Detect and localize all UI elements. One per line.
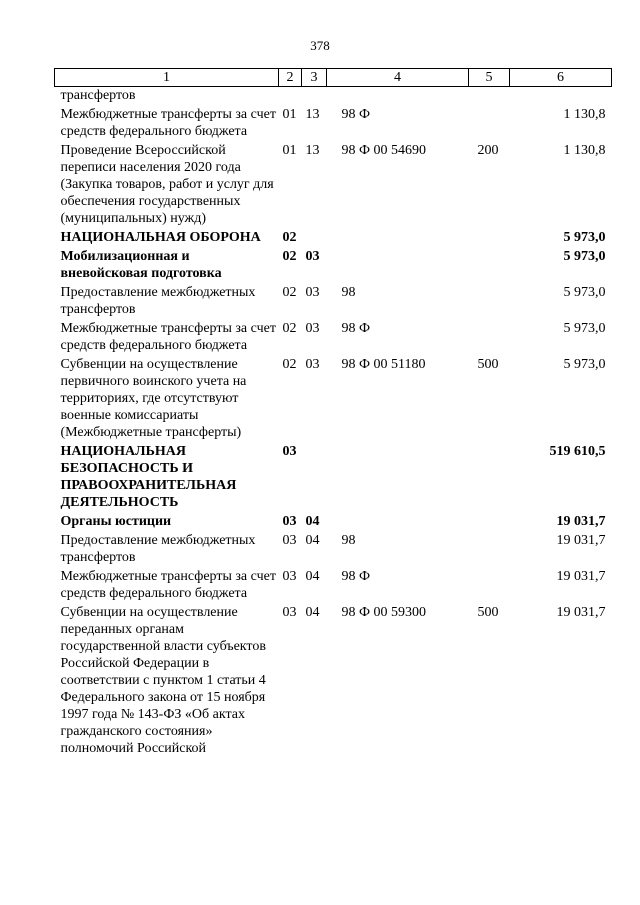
- row-amount-cell: 5 973,0: [563, 285, 606, 300]
- row-subsection-cell: 13: [305, 143, 320, 158]
- row-target-article-cell: 98: [341, 285, 356, 300]
- row-target-article-cell: [327, 246, 469, 282]
- row-expense-type-cell: 200: [477, 143, 499, 158]
- row-expense-type-cell: [469, 318, 510, 354]
- table-row: [55, 318, 612, 354]
- row-name-cell: Межбюджетные трансферты за счет средств федерального бюджета: [60, 321, 276, 353]
- row-subsection-cell: 04: [305, 605, 320, 620]
- row-section-cell: 01: [282, 143, 297, 158]
- row-target-article-cell: 98 Ф 00 54690: [341, 143, 427, 158]
- row-target-article-cell: [327, 511, 469, 530]
- row-section-cell: 03: [282, 605, 297, 620]
- row-amount-cell: 19 031,7: [556, 533, 606, 548]
- table-row: [55, 227, 612, 246]
- row-section-cell: 03: [282, 444, 297, 459]
- row-amount-cell: 1 130,8: [563, 107, 606, 122]
- row-name-cell: Проведение Всероссийской переписи населения 2020 года (Закупка товаров, работ и услуг для обеспечения государственных (муниципальных) нужд): [60, 143, 274, 226]
- table-row: [55, 282, 612, 318]
- row-expense-type-cell: 500: [477, 605, 499, 620]
- row-expense-type-cell: [469, 104, 510, 140]
- row-section-cell: 03: [282, 514, 297, 529]
- header-col-3: 3: [302, 69, 327, 87]
- row-expense-type-cell: [469, 566, 510, 602]
- row-section-cell: 03: [282, 569, 297, 584]
- row-section-cell: 02: [282, 285, 297, 300]
- row-expense-type-cell: 500: [477, 357, 499, 372]
- table-row: [55, 104, 612, 140]
- row-subsection-cell: [302, 227, 327, 246]
- table-row: [55, 441, 612, 511]
- table-body: [55, 87, 612, 758]
- row-subsection-cell: [302, 87, 327, 105]
- row-amount-cell: 19 031,7: [556, 514, 606, 529]
- row-target-article-cell: 98 Ф: [341, 569, 371, 584]
- row-section-cell: 03: [282, 533, 297, 548]
- row-subsection-cell: 04: [305, 514, 320, 529]
- row-name-cell: Межбюджетные трансферты за счет средств федерального бюджета: [60, 107, 276, 139]
- row-name-cell: НАЦИОНАЛЬНАЯ ОБОРОНА: [60, 230, 261, 245]
- row-expense-type-cell: [469, 441, 510, 511]
- table-row: [55, 602, 612, 757]
- table-row: [55, 566, 612, 602]
- table-header-row: [55, 69, 612, 87]
- row-subsection-cell: 13: [305, 107, 320, 122]
- row-amount-cell: 5 973,0: [563, 321, 606, 336]
- row-section-cell: 01: [282, 107, 297, 122]
- row-target-article-cell: 98 Ф: [341, 107, 371, 122]
- row-section-cell: 02: [282, 249, 297, 264]
- row-subsection-cell: 03: [305, 249, 320, 264]
- budget-table: [54, 68, 612, 757]
- row-target-article-cell: 98 Ф 00 59300: [341, 605, 427, 620]
- table-row: [55, 511, 612, 530]
- row-target-article-cell: [327, 441, 469, 511]
- header-col-1: 1: [55, 69, 279, 87]
- row-target-article-cell: [327, 87, 469, 105]
- row-amount-cell: 19 031,7: [556, 569, 606, 584]
- header-col-5: 5: [469, 69, 510, 87]
- row-section-cell: [279, 87, 302, 105]
- table-row: [55, 246, 612, 282]
- row-name-cell: Предоставление межбюджетных трансфертов: [60, 533, 256, 565]
- row-name-cell: Мобилизационная и вневойсковая подготовка: [60, 249, 222, 281]
- row-subsection-cell: [302, 441, 327, 511]
- table-row: [55, 354, 612, 441]
- row-amount-cell: 19 031,7: [556, 605, 606, 620]
- row-amount-cell: 5 973,0: [563, 357, 606, 372]
- row-amount-cell: [510, 87, 612, 105]
- header-col-4: 4: [327, 69, 469, 87]
- row-name-cell: Субвенции на осуществление переданных органам государственной власти субъектов Российской Федерации в соответствии с пунктом 1 статьи 4 Федерального закона от 15 ноября 1997 года № 143-ФЗ «Об актах гражданского состояния» полномочий Российской: [60, 605, 266, 756]
- row-subsection-cell: 04: [305, 533, 320, 548]
- row-target-article-cell: 98: [341, 533, 356, 548]
- header-col-2: 2: [279, 69, 302, 87]
- row-name-cell: трансфертов: [60, 88, 136, 103]
- row-name-cell: Органы юстиции: [60, 514, 172, 529]
- row-subsection-cell: 04: [305, 569, 320, 584]
- row-expense-type-cell: [469, 246, 510, 282]
- row-expense-type-cell: [469, 227, 510, 246]
- row-amount-cell: 5 973,0: [563, 230, 606, 245]
- row-name-cell: Межбюджетные трансферты за счет средств федерального бюджета: [60, 569, 276, 601]
- row-section-cell: 02: [282, 321, 297, 336]
- row-subsection-cell: 03: [305, 285, 320, 300]
- row-amount-cell: 519 610,5: [549, 444, 606, 459]
- row-expense-type-cell: [469, 87, 510, 105]
- row-amount-cell: 1 130,8: [563, 143, 606, 158]
- page-number: 378: [310, 38, 330, 53]
- row-name-cell: НАЦИОНАЛЬНАЯ БЕЗОПАСНОСТЬ И ПРАВООХРАНИТЕЛЬНАЯ ДЕЯТЕЛЬНОСТЬ: [60, 444, 237, 510]
- row-target-article-cell: 98 Ф: [341, 321, 371, 336]
- row-name-cell: Субвенции на осуществление первичного воинского учета на территориях, где отсутствуют военные комиссариаты (Межбюджетные трансферты): [60, 357, 247, 440]
- row-subsection-cell: 03: [305, 357, 320, 372]
- row-name-cell: Предоставление межбюджетных трансфертов: [60, 285, 256, 317]
- table-row: [55, 87, 612, 105]
- table-row: [55, 140, 612, 227]
- row-expense-type-cell: [469, 511, 510, 530]
- row-target-article-cell: 98 Ф 00 51180: [341, 357, 426, 372]
- row-expense-type-cell: [469, 530, 510, 566]
- table-row: [55, 530, 612, 566]
- row-section-cell: 02: [282, 230, 297, 245]
- row-expense-type-cell: [469, 282, 510, 318]
- row-target-article-cell: [327, 227, 469, 246]
- row-subsection-cell: 03: [305, 321, 320, 336]
- header-col-6: 6: [510, 69, 612, 87]
- row-amount-cell: 5 973,0: [563, 249, 606, 264]
- row-section-cell: 02: [282, 357, 297, 372]
